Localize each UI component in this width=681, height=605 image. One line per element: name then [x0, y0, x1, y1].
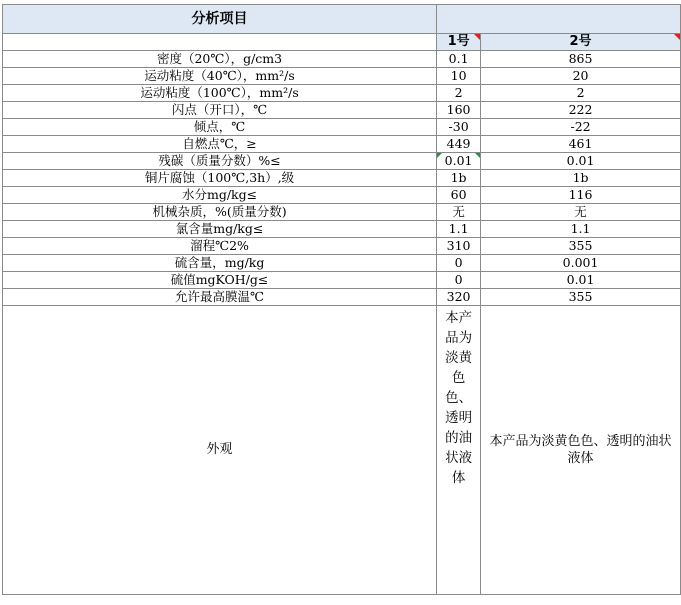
- sample-1-cell[interactable]: 1.1: [437, 221, 481, 238]
- appearance-sample-2-cell[interactable]: 本产品为淡黄色色、透明的油状液体: [481, 306, 681, 595]
- sample-2-cell[interactable]: 355: [481, 238, 681, 255]
- header-spacer-cell[interactable]: [3, 34, 437, 51]
- table-row: [3, 255, 681, 272]
- table-row: [3, 153, 681, 170]
- table-row: [3, 221, 681, 238]
- header-sample-1[interactable]: 1号: [437, 34, 481, 51]
- sample-1-cell[interactable]: 320: [437, 289, 481, 306]
- sample-1-cell[interactable]: 60: [437, 187, 481, 204]
- table-row: [3, 119, 681, 136]
- sample-2-cell[interactable]: -22: [481, 119, 681, 136]
- table-row: [3, 187, 681, 204]
- table-row: [3, 136, 681, 153]
- sample-1-cell[interactable]: 10: [437, 68, 481, 85]
- item-cell[interactable]: 溜程℃2%: [3, 238, 437, 255]
- item-cell[interactable]: 铜片腐蚀（100℃,3h）,级: [3, 170, 437, 187]
- item-cell[interactable]: 残碳（质量分数）%≤: [3, 153, 437, 170]
- sample-2-cell[interactable]: 1.1: [481, 221, 681, 238]
- sample-1-cell[interactable]: 1b: [437, 170, 481, 187]
- item-cell[interactable]: 自燃点℃，≥: [3, 136, 437, 153]
- sample-2-cell[interactable]: 116: [481, 187, 681, 204]
- table-row: [3, 68, 681, 85]
- table-row: [3, 238, 681, 255]
- table-row: [3, 85, 681, 102]
- sample-1-cell[interactable]: 449: [437, 136, 481, 153]
- sample-1-cell[interactable]: 0.01: [437, 153, 481, 170]
- item-cell[interactable]: 机械杂质，%(质量分数): [3, 204, 437, 221]
- appearance-label-cell[interactable]: 外观: [3, 306, 437, 595]
- item-cell[interactable]: 水分mg/kg≤: [3, 187, 437, 204]
- sample-2-cell[interactable]: 0.001: [481, 255, 681, 272]
- appearance-sample-1-cell[interactable]: 本产品为淡黄色色、透明的油状液体: [437, 306, 481, 595]
- header-sample-2[interactable]: 2号: [481, 34, 681, 51]
- item-cell[interactable]: 密度（20℃），g/cm3: [3, 51, 437, 68]
- item-cell[interactable]: 闪点（开口），℃: [3, 102, 437, 119]
- sample-1-cell[interactable]: 0.1: [437, 51, 481, 68]
- table-row: [3, 51, 681, 68]
- sample-2-cell[interactable]: 0.01: [481, 272, 681, 289]
- table-row: [3, 170, 681, 187]
- table-row: [3, 289, 681, 306]
- item-cell[interactable]: 硫含量，mg/kg: [3, 255, 437, 272]
- sample-2-cell[interactable]: 0.01: [481, 153, 681, 170]
- table-row-appearance: [3, 306, 681, 595]
- item-cell[interactable]: 允许最高膜温℃: [3, 289, 437, 306]
- item-cell[interactable]: 运动粘度（100℃），mm²/s: [3, 85, 437, 102]
- sample-2-cell[interactable]: 20: [481, 68, 681, 85]
- sample-1-cell[interactable]: 160: [437, 102, 481, 119]
- sample-2-cell[interactable]: 222: [481, 102, 681, 119]
- sample-1-cell[interactable]: 310: [437, 238, 481, 255]
- header-blank-cell[interactable]: [437, 5, 681, 34]
- sample-1-cell[interactable]: 0: [437, 272, 481, 289]
- sample-1-cell[interactable]: -30: [437, 119, 481, 136]
- analysis-table: [2, 4, 681, 595]
- item-cell[interactable]: 倾点，℃: [3, 119, 437, 136]
- sample-1-cell[interactable]: 0: [437, 255, 481, 272]
- item-cell[interactable]: 硫值mgKOH/g≤: [3, 272, 437, 289]
- item-cell[interactable]: 运动粘度（40℃），mm²/s: [3, 68, 437, 85]
- table-row: [3, 272, 681, 289]
- sample-2-cell[interactable]: 865: [481, 51, 681, 68]
- item-cell[interactable]: 氯含量mg/kg≤: [3, 221, 437, 238]
- sample-2-cell[interactable]: 461: [481, 136, 681, 153]
- table-row: [3, 204, 681, 221]
- sample-2-cell[interactable]: 1b: [481, 170, 681, 187]
- table-row: [3, 102, 681, 119]
- sample-1-cell[interactable]: 2: [437, 85, 481, 102]
- sample-1-cell[interactable]: 无: [437, 204, 481, 221]
- sample-2-cell[interactable]: 2: [481, 85, 681, 102]
- header-analysis-item[interactable]: 分析项目: [3, 5, 437, 34]
- sample-2-cell[interactable]: 355: [481, 289, 681, 306]
- sample-2-cell[interactable]: 无: [481, 204, 681, 221]
